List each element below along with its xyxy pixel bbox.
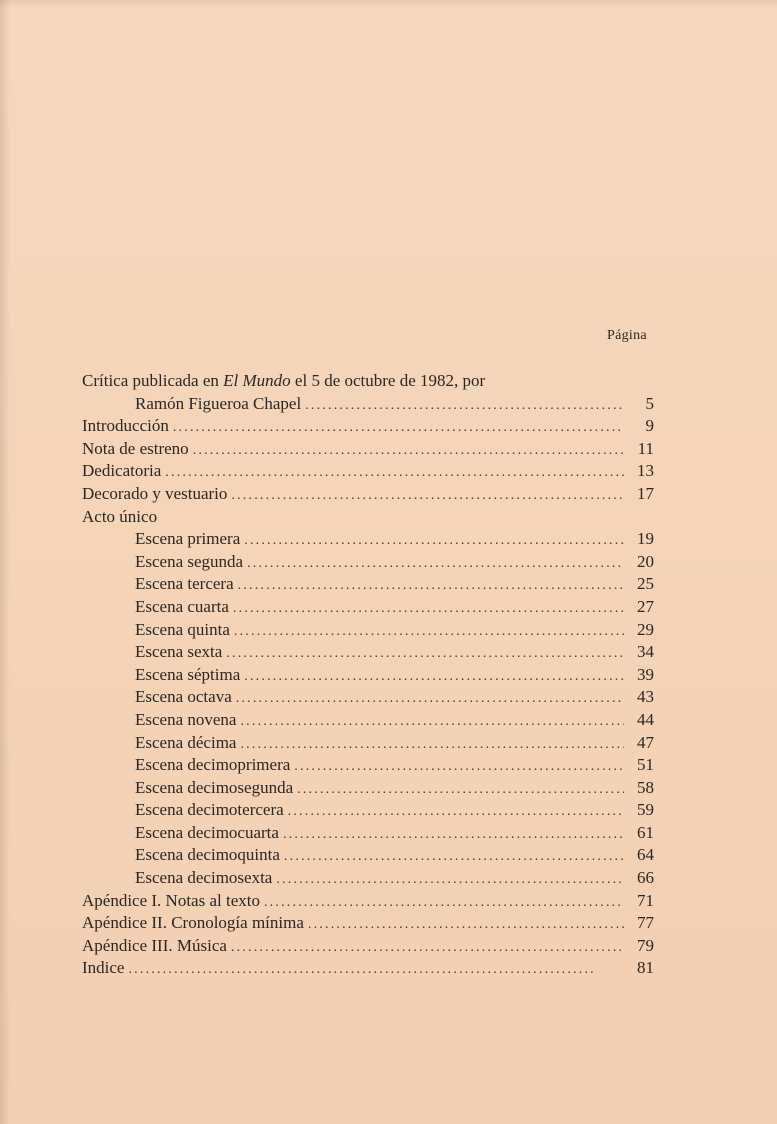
toc-entry-title: Crítica publicada en El Mundo el 5 de octubre de 1982, por (82, 371, 486, 390)
toc-entry-title: Escena quinta (135, 619, 230, 639)
toc-scene-entry (82, 664, 654, 687)
toc-entry-title: Escena decimotercera (135, 800, 284, 820)
dot-leader (193, 440, 624, 463)
dot-leader (244, 530, 624, 553)
dot-leader (234, 621, 624, 644)
toc-scene-entry (82, 777, 654, 800)
toc-entry-title: Escena décima (135, 732, 237, 752)
toc-entry-page: 66 (637, 868, 654, 888)
toc-scene-entry (82, 867, 654, 890)
toc-entry-page: 5 (645, 393, 654, 413)
dot-leader (288, 801, 624, 824)
toc-entry-title: Escena decimocuarta (135, 822, 279, 842)
toc-entry-title: Escena séptima (135, 664, 241, 684)
toc-entry (82, 415, 654, 438)
toc-entry-title: Nota de estreno (82, 438, 189, 458)
acto-heading: Acto único (82, 506, 158, 526)
toc-entry-page: 58 (637, 777, 654, 797)
toc-entry-title: Escena octava (135, 687, 232, 707)
toc-entry-page: 13 (637, 461, 654, 481)
dot-leader (233, 598, 624, 621)
dot-leader (276, 869, 624, 892)
dot-leader (308, 914, 624, 937)
toc-entry-page: 64 (637, 845, 654, 865)
toc-entry-page: 9 (645, 416, 654, 436)
toc-entry-page: 71 (637, 890, 654, 910)
toc-entry-title: Escena cuarta (135, 596, 229, 616)
dot-leader (165, 462, 624, 485)
toc-entry-page: 79 (637, 935, 654, 955)
toc-entry-page: 81 (637, 958, 654, 978)
toc-entry (82, 460, 654, 483)
toc-entry-page: 34 (637, 642, 654, 662)
toc-entry-title: Escena decimosexta (135, 868, 273, 888)
newspaper-title: El Mundo (223, 371, 291, 390)
toc-scene-entry (82, 686, 654, 709)
toc-scene-entry (82, 709, 654, 732)
dot-leader (264, 892, 624, 915)
toc-scene-entry (82, 799, 654, 822)
toc-entry-page: 61 (637, 822, 654, 842)
toc-entry-page: 47 (637, 732, 654, 752)
toc-entry-title: Ramón Figueroa Chapel (135, 393, 302, 413)
toc-scene-entry (82, 732, 654, 755)
toc-scene-entry (82, 844, 654, 867)
toc-entry (82, 438, 654, 461)
toc-entry-title: Introducción (82, 416, 169, 436)
toc-entry-page: 17 (637, 483, 654, 503)
toc-scene-entry (82, 596, 654, 619)
toc-entry-page: 43 (637, 687, 654, 707)
toc-scene-entry (82, 822, 654, 845)
toc-scene-entry (82, 528, 654, 551)
toc-entry-page: 11 (637, 438, 654, 458)
toc-entry-title: Apéndice II. Cronología mínima (82, 913, 304, 933)
toc-entry-title: Apéndice I. Notas al texto (82, 890, 260, 910)
dot-leader (226, 643, 624, 666)
page-column-label: Página (607, 328, 647, 343)
dot-leader (294, 756, 624, 779)
dot-leader (231, 485, 624, 508)
toc-appendix-entry (82, 890, 654, 913)
dot-leader (247, 553, 624, 576)
toc-scene-entry (82, 573, 654, 596)
toc-entry (82, 393, 654, 416)
toc-entry-title: Decorado y vestuario (82, 483, 228, 503)
toc-entry-title: Escena sexta (135, 642, 223, 662)
dot-leader (284, 846, 624, 869)
dot-leader (240, 711, 624, 734)
toc-entry-title: Indice (82, 958, 125, 978)
dot-leader (305, 395, 624, 418)
toc-scene-entry (82, 551, 654, 574)
dot-leader (236, 688, 624, 711)
toc-scene-entry (82, 754, 654, 777)
toc-appendix-entry (82, 957, 654, 980)
toc-entry-title: Apéndice III. Música (82, 935, 227, 955)
toc-entry-page: 25 (637, 574, 654, 594)
toc-appendix-entry (82, 912, 654, 935)
dot-leader (244, 666, 624, 689)
dot-leader (173, 417, 624, 440)
toc-entry-title: Escena segunda (135, 551, 244, 571)
toc-entry-title: Escena decimosegunda (135, 777, 294, 797)
dot-leader (297, 779, 624, 802)
toc-entry-page: 77 (637, 913, 654, 933)
toc-entry-critica (82, 370, 654, 393)
dot-leader (240, 734, 624, 757)
toc-appendix-entry (82, 935, 654, 958)
dot-leader (238, 575, 624, 598)
dot-leader (128, 959, 624, 982)
toc-entry-page: 39 (637, 664, 654, 684)
toc-entry-title: Escena novena (135, 709, 237, 729)
toc-entry-page: 19 (637, 529, 654, 549)
toc-entry-page: 20 (637, 551, 654, 571)
toc-section-heading (82, 506, 654, 529)
toc-entry-page: 27 (637, 596, 654, 616)
toc-scene-entry (82, 619, 654, 642)
dot-leader (231, 937, 624, 960)
toc-entry-page: 51 (637, 755, 654, 775)
toc-entry-page: 29 (637, 619, 654, 639)
toc-entry-title: Escena decimoprimera (135, 755, 291, 775)
toc-entry-title: Escena primera (135, 529, 241, 549)
toc-entry (82, 483, 654, 506)
toc-entry-title: Escena tercera (135, 574, 234, 594)
dot-leader (283, 824, 624, 847)
toc-entry-title: Dedicatoria (82, 461, 162, 481)
toc-entry-page: 59 (637, 800, 654, 820)
table-of-contents (82, 370, 654, 980)
toc-scene-entry (82, 641, 654, 664)
toc-entry-page: 44 (637, 709, 654, 729)
toc-entry-title: Escena decimoquinta (135, 845, 280, 865)
